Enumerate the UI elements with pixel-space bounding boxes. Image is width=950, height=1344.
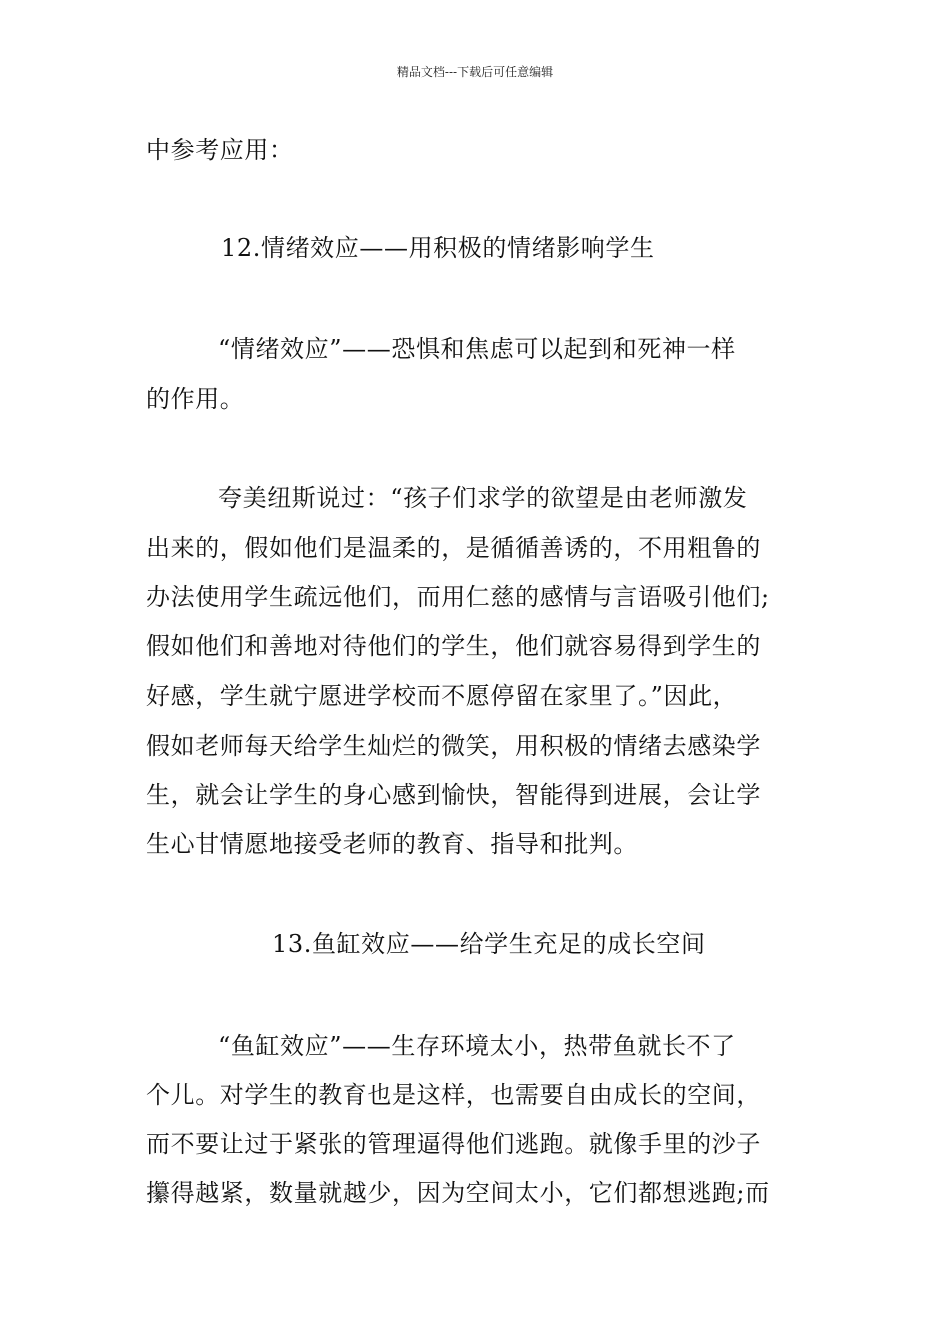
section-12-quote-line-7: 生，就会让学生的身心感到愉快，智能得到进展，会让学 <box>146 781 761 809</box>
section-12-quote-line-4: 假如他们和善地对待他们的学生，他们就容易得到学生的 <box>146 632 761 660</box>
section-13-line-1: “鱼缸效应”——生存环境太小，热带鱼就长不了 <box>218 1032 736 1060</box>
section-12-definition-line-1: “情绪效应”——恐惧和焦虑可以起到和死神一样 <box>218 335 736 363</box>
section-12-definition-line-2: 的作用。 <box>146 385 245 413</box>
section-12-quote-line-2: 出来的，假如他们是温柔的，是循循善诱的，不用粗鲁的 <box>146 534 761 562</box>
page-header: 精品文档---下载后可任意编辑 <box>396 65 554 79</box>
section-13-line-3: 而不要让过于紧张的管理逼得他们逃跑。就像手里的沙子 <box>146 1130 761 1158</box>
section-12-quote-line-8: 生心甘情愿地接受老师的教育、指导和批判。 <box>146 830 638 858</box>
section-12-quote-line-5: 好感，学生就宁愿进学校而不愿停留在家里了。”因此， <box>146 682 738 710</box>
section-12-quote-line-3: 办法使用学生疏远他们，而用仁慈的感情与言语吸引他们; <box>146 583 770 611</box>
section-13-line-4: 攥得越紧，数量就越少，因为空间太小，它们都想逃跑;而 <box>146 1179 770 1207</box>
section-13-line-2: 个儿。对学生的教育也是这样，也需要自由成长的空间， <box>146 1081 761 1109</box>
intro-line: 中参考应用： <box>146 136 294 164</box>
section-12-quote-line-6: 假如老师每天给学生灿烂的微笑，用积极的情绪去感染学 <box>146 732 761 760</box>
section-12-quote-line-1: 夸美纽斯说过：“孩子们求学的欲望是由老师激发 <box>218 484 748 512</box>
section-13-title: 13.鱼缸效应——给学生充足的成长空间 <box>272 930 706 958</box>
section-12-title: 12.情绪效应——用积极的情绪影响学生 <box>221 234 655 262</box>
